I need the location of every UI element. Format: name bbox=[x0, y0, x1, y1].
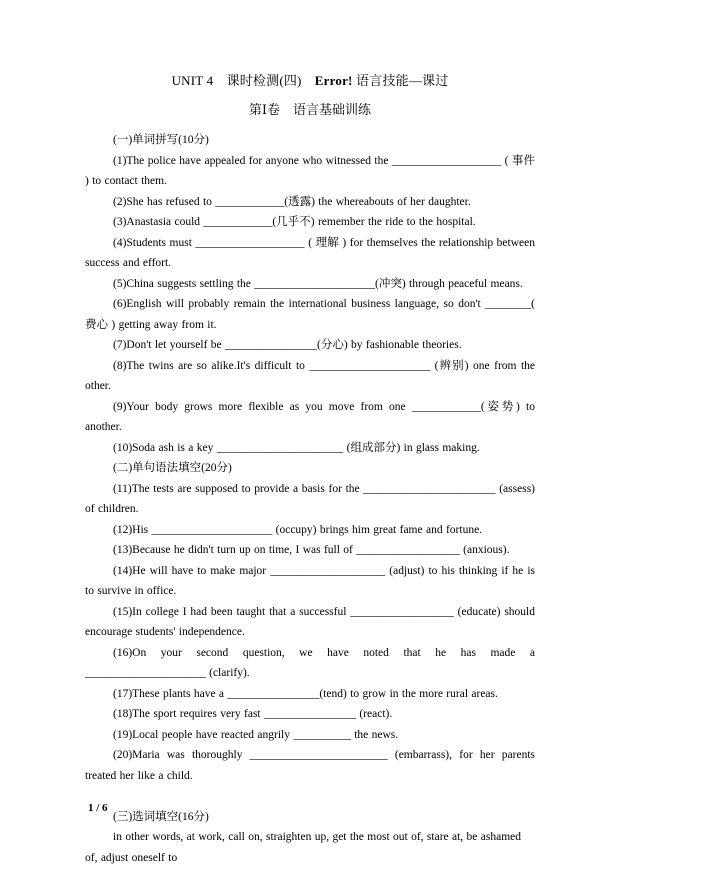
section-heading: (二)单句语法填空(20分) bbox=[113, 462, 232, 474]
title-suffix: 语言技能—课过 bbox=[352, 73, 449, 88]
paragraph-line: (19)Local people have reacted angrily __________ the news. bbox=[113, 728, 399, 741]
paragraph-line: (10)Soda ash is a key ______________________ (组成部分) in glass making. bbox=[113, 441, 480, 454]
paragraph-line: (2)She has refused to ____________(透露) the whereabouts of her daughter. bbox=[113, 195, 471, 208]
page-title bbox=[85, 70, 535, 89]
paragraph-line: (14)He will have to make major ____________________ (adjust) to his thinking if he is to survive in office. bbox=[85, 564, 535, 597]
paragraph-line: (4)Students must ___________________ ( 理解 ) for themselves the relationship between success and effort. bbox=[85, 236, 535, 269]
paragraph-line: (3)Anastasia could ____________(几乎不) remember the ride to the hospital. bbox=[113, 216, 476, 228]
document-content bbox=[85, 70, 535, 868]
paragraph-line: (12)His _____________________ (occupy) brings him great fame and fortune. bbox=[113, 523, 483, 536]
section-heading: (一)单词拼写(10分) bbox=[113, 134, 209, 146]
paragraph-line: (1)The police have appealed for anyone who witnessed the ___________________ ( 事件 ) to contact them. bbox=[85, 154, 535, 187]
paragraph-line: in other words, at work, call on, straighten up, get the most out of, stare at, be ashamed of, adjust oneself to bbox=[85, 831, 522, 864]
title-prefix: UNIT 4 课时检测(四) bbox=[171, 73, 315, 88]
page-number: 1 / 6 bbox=[88, 802, 108, 814]
page-subtitle: 第Ⅰ卷 语言基础训练 bbox=[248, 102, 372, 117]
paragraph-line: (7)Don't let yourself be ________________(分心) by fashionable theories. bbox=[113, 339, 462, 351]
paragraph-line: (13)Because he didn't turn up on time, I was full of __________________ (anxious). bbox=[113, 544, 510, 556]
paragraph-line: (6)English will probably remain the international business language, so don't ________( 费心 ) getting away from it. bbox=[85, 298, 535, 331]
paragraph-line: (9)Your body grows more flexible as you move from one ____________(姿势) to another. bbox=[85, 400, 535, 433]
paragraph-line: (5)China suggests settling the _____________________(冲突) through peaceful means. bbox=[113, 277, 523, 290]
paragraph-line: (11)The tests are supposed to provide a basis for the _______________________ (assess) of children. bbox=[85, 482, 535, 515]
title-error-field: Error! bbox=[314, 73, 353, 88]
paragraph-line: (8)The twins are so alike.It's difficult to _____________________ (辨别) one from the other. bbox=[85, 359, 535, 392]
paragraph-line: (15)In college I had been taught that a successful __________________ (educate) should encourage students' independence. bbox=[85, 605, 535, 638]
paragraph-line: (16)On your second question, we have noted that he has made a _____________________ (clarify). bbox=[85, 646, 535, 679]
paragraph-line: (18)The sport requires very fast ________________ (react). bbox=[113, 708, 393, 720]
blank-line bbox=[85, 786, 535, 807]
document-body bbox=[85, 130, 535, 868]
paragraph-line: (20)Maria was thoroughly ________________________ (embarrass), for her parents treated her like a child. bbox=[85, 749, 535, 782]
section-heading: (三)选词填空(16分) bbox=[113, 810, 209, 823]
paragraph-line: (17)These plants have a ________________(tend) to grow in the more rural areas. bbox=[113, 687, 498, 700]
